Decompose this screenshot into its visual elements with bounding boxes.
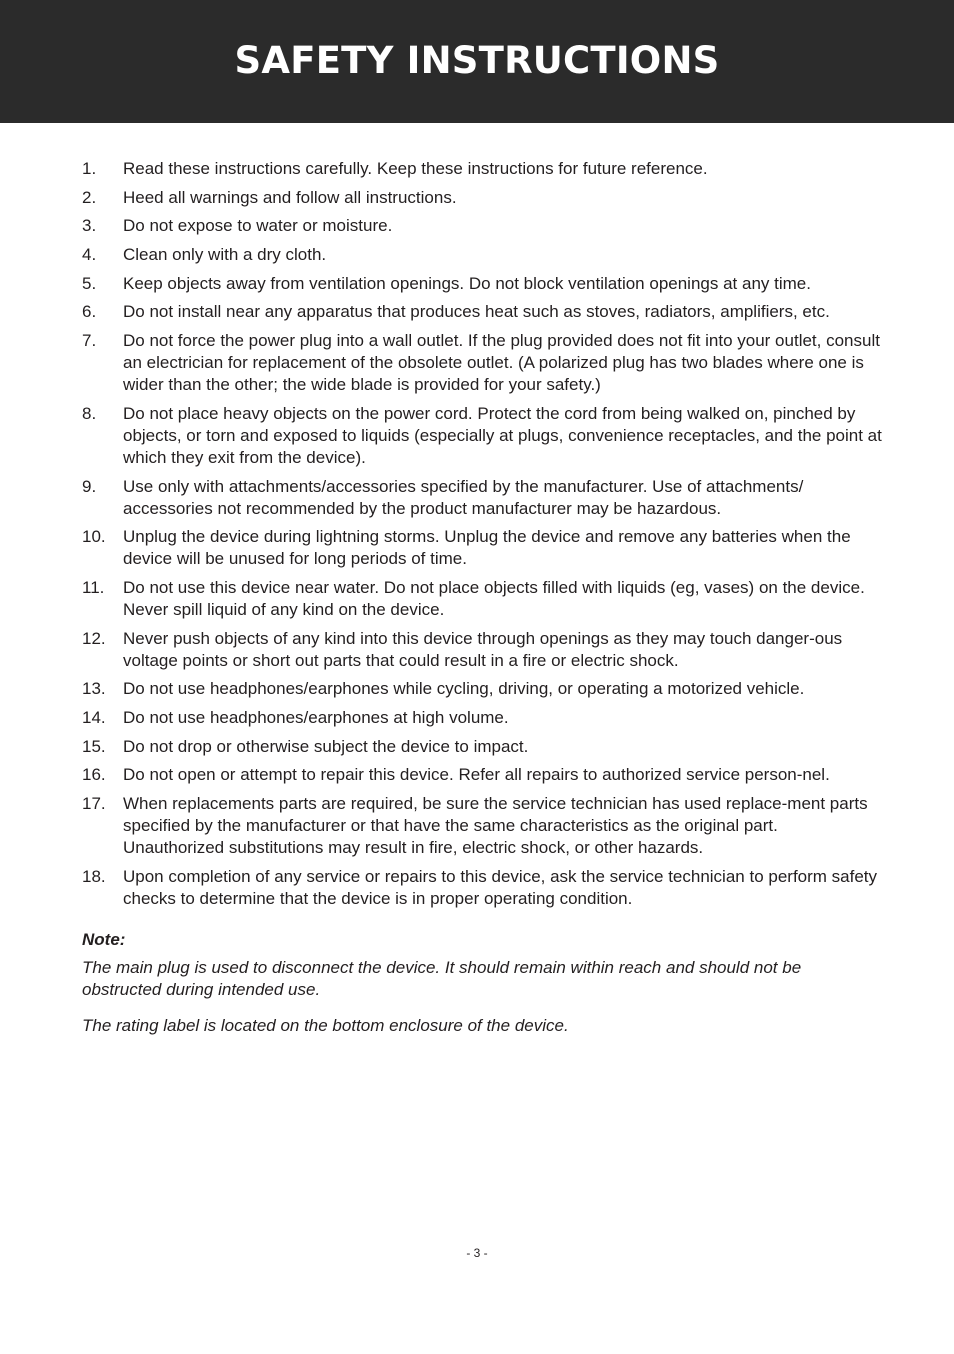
list-item bbox=[82, 736, 882, 758]
item-text: Do not use headphones/earphones at high volume. bbox=[123, 707, 509, 727]
item-text: When replacements parts are required, be sure the service technician has used replace-ment parts specified by the manufacturer or that have the same characteristics as the original part. Unauthorized substitutions may result in fire, electric shock, or other hazards. bbox=[123, 794, 868, 857]
item-text: Do not open or attempt to repair this device. Refer all repairs to authorized service person-nel. bbox=[123, 765, 830, 785]
item-text: Unplug the device during lightning storms. Unplug the device and remove any batteries when the device will be unused for long periods of time. bbox=[123, 527, 851, 569]
item-text: Upon completion of any service or repairs to this device, ask the service technician to perform safety checks to determine that the device is in proper operating condition. bbox=[123, 866, 878, 908]
item-text: Read these instructions carefully. Keep these instructions for future reference. bbox=[123, 159, 708, 178]
item-number: 7. bbox=[82, 331, 97, 351]
item-number: 10. bbox=[82, 527, 106, 547]
list-item bbox=[82, 273, 882, 295]
list-item bbox=[82, 764, 882, 786]
item-number: 5. bbox=[82, 273, 97, 293]
header-banner bbox=[0, 0, 954, 123]
item-number: 2. bbox=[82, 187, 97, 207]
item-text: Heed all warnings and follow all instructions. bbox=[123, 187, 457, 207]
item-number: 8. bbox=[82, 403, 97, 423]
list-item bbox=[82, 215, 882, 237]
list-item bbox=[82, 330, 882, 396]
item-text: Use only with attachments/accessories specified by the manufacturer. Use of attachments/ accessories not recommended by the product manufacturer may be hazardous. bbox=[123, 476, 804, 518]
list-item bbox=[82, 403, 882, 469]
list-item bbox=[82, 628, 882, 672]
item-number: 12. bbox=[82, 628, 106, 648]
list-item bbox=[82, 707, 882, 729]
item-text: Do not drop or otherwise subject the device to impact. bbox=[123, 736, 529, 756]
item-number: 1. bbox=[82, 159, 97, 178]
item-number: 17. bbox=[82, 794, 106, 813]
item-text: Do not use this device near water. Do not place objects filled with liquids (eg, vases) on the device. Never spill liquid of any kind on the device. bbox=[123, 577, 865, 619]
main-content bbox=[82, 158, 882, 1051]
item-number: 6. bbox=[82, 302, 97, 322]
note-heading: Note: bbox=[82, 929, 126, 949]
list-item bbox=[82, 158, 882, 180]
list-item bbox=[82, 866, 882, 910]
list-item bbox=[82, 476, 882, 520]
list-item bbox=[82, 526, 882, 570]
note-paragraph: The main plug is used to disconnect the device. It should remain within reach and should not be obstructed during intended use. bbox=[82, 957, 802, 999]
instruction-list bbox=[82, 158, 882, 910]
item-text: Keep objects away from ventilation openings. Do not block ventilation openings at any time. bbox=[123, 273, 811, 293]
list-item bbox=[82, 301, 882, 323]
list-item bbox=[82, 678, 882, 700]
note-section bbox=[82, 929, 882, 1037]
list-item bbox=[82, 793, 882, 859]
page-number: - 3 - bbox=[466, 1246, 488, 1260]
item-number: 13. bbox=[82, 679, 106, 699]
item-number: 14. bbox=[82, 707, 106, 727]
item-number: 18. bbox=[82, 866, 106, 886]
list-item bbox=[82, 244, 882, 266]
item-number: 15. bbox=[82, 736, 106, 756]
item-text: Never push objects of any kind into this device through openings as they may touch danger-ous voltage points or short out parts that could result in a fire or electric shock. bbox=[123, 628, 843, 670]
item-text: Do not use headphones/earphones while cycling, driving, or operating a motorized vehicle. bbox=[123, 679, 805, 699]
item-text: Clean only with a dry cloth. bbox=[123, 245, 327, 265]
page-title: SAFETY INSTRUCTIONS bbox=[234, 39, 720, 82]
item-text: Do not expose to water or moisture. bbox=[123, 216, 393, 236]
item-number: 3. bbox=[82, 216, 97, 236]
item-number: 4. bbox=[82, 245, 97, 265]
item-number: 16. bbox=[82, 765, 106, 785]
item-number: 9. bbox=[82, 476, 97, 496]
item-number: 11. bbox=[82, 577, 105, 597]
list-item bbox=[82, 577, 882, 621]
list-item bbox=[82, 187, 882, 209]
item-text: Do not force the power plug into a wall outlet. If the plug provided does not fit into your outlet, consult an electrician for replacement of the obsolete outlet. (A polarized plug has two blades where one is wider than the other; the wide blade is provided for your safety.) bbox=[123, 331, 880, 395]
note-paragraph: The rating label is located on the bottom enclosure of the device. bbox=[82, 1015, 569, 1035]
item-text: Do not install near any apparatus that produces heat such as stoves, radiators, amplifiers, etc. bbox=[123, 302, 830, 322]
item-text: Do not place heavy objects on the power cord. Protect the cord from being walked on, pinched by objects, or torn and exposed to liquids (especially at plugs, convenience receptacles, and the point at which they exit from the device). bbox=[123, 403, 882, 467]
